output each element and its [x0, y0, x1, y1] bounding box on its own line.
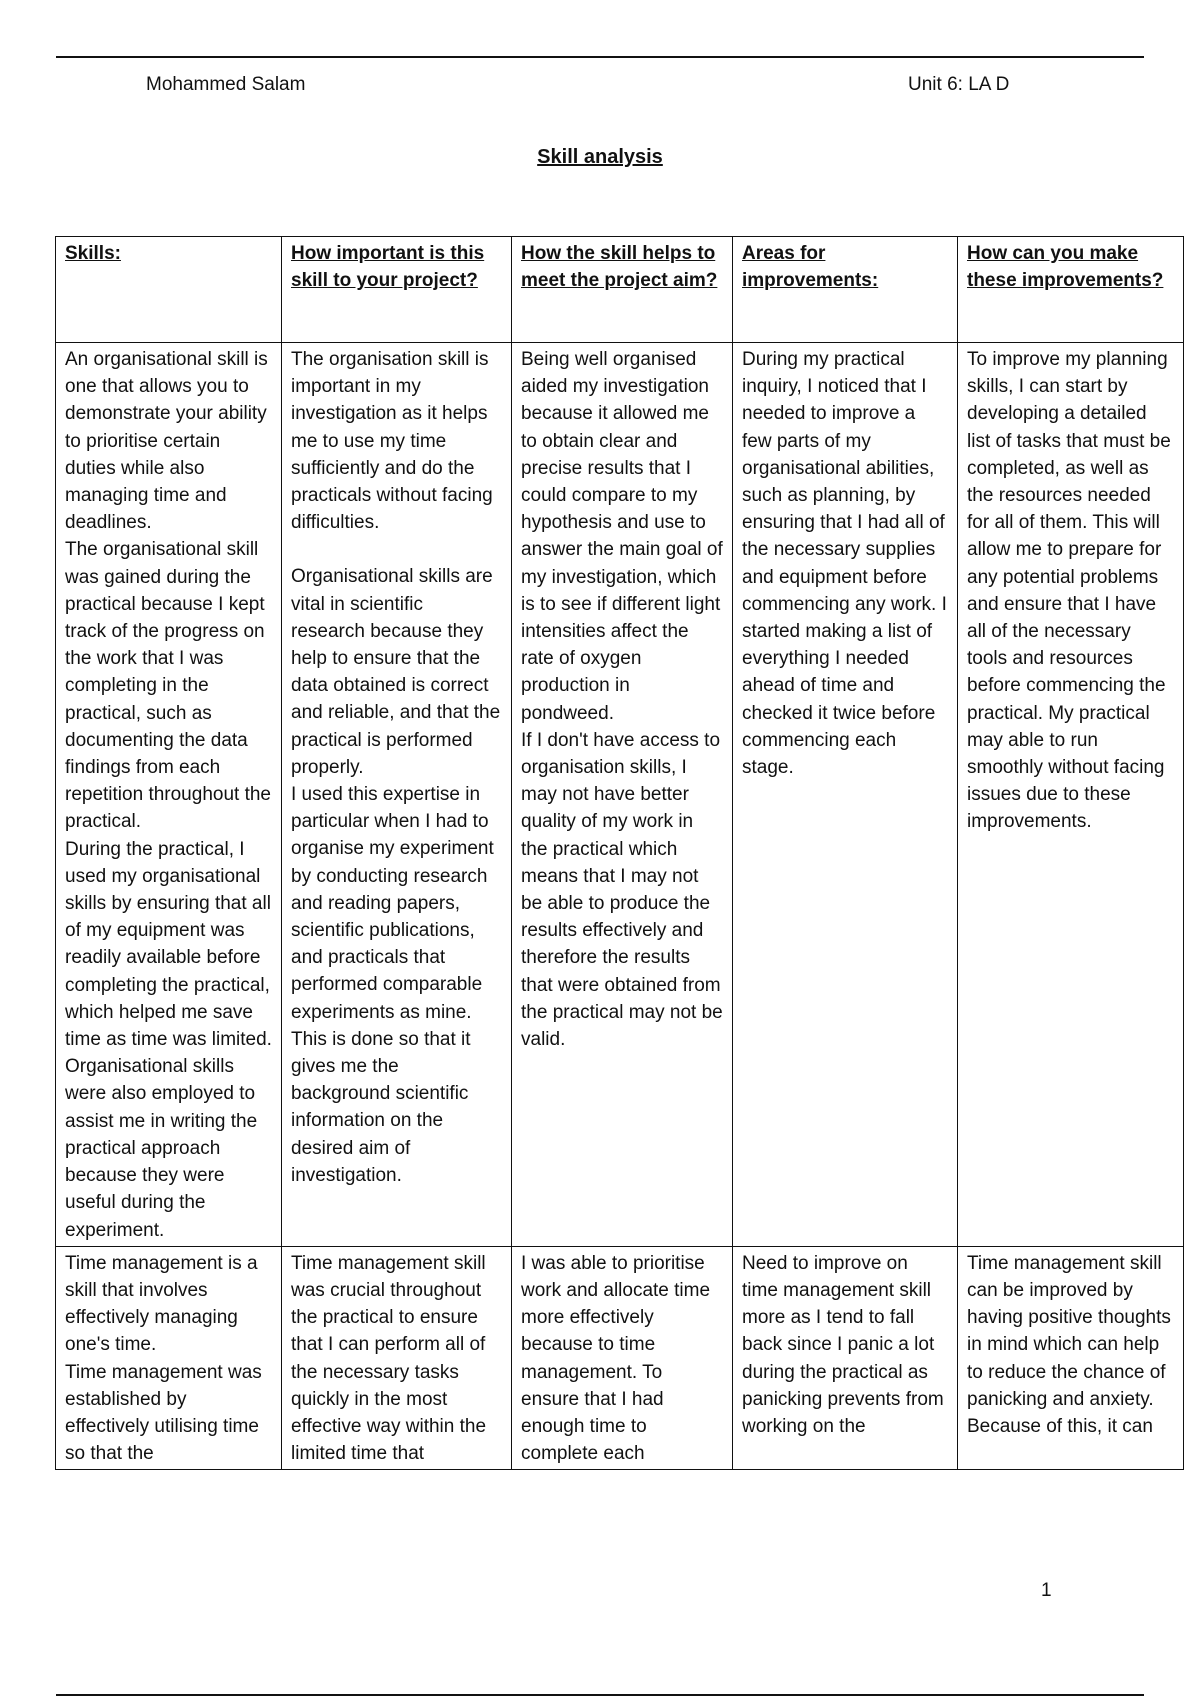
column-header-areas: Areas for improvements:: [733, 237, 958, 343]
paragraph: During the practical, I used my organisational skills by ensuring that all of my equipment was readily available before completing the practical, which helped me save time as time was limited.: [65, 838, 272, 1051]
paragraph: Time management was established by effectively utilising time so that the: [65, 1361, 262, 1465]
cell-importance: [282, 1246, 512, 1470]
cell-helps: [512, 343, 733, 1247]
cell-helps: [512, 1246, 733, 1470]
cell-skills: [56, 343, 282, 1247]
column-header-how: How can you make these improvements?: [958, 237, 1184, 343]
cell-how: [958, 343, 1184, 1247]
cell-skills: [56, 1246, 282, 1470]
paragraph: The organisation skill is important in my investigation as it helps me to use my time sufficiently and do the practicals without facing difficulties.: [291, 349, 493, 534]
paragraph: Time management skill can be improved by having positive thoughts in mind which can help to reduce the chance of panicking and anxiety. Because of this, it can: [967, 1252, 1171, 1437]
page-number: 1: [1041, 1580, 1052, 1601]
page-title: Skill analysis: [537, 146, 663, 168]
column-header-helps: How the skill helps to meet the project aim?: [512, 237, 733, 343]
table-header-row: [56, 237, 1184, 343]
cell-importance: [282, 343, 512, 1247]
paragraph: Being well organised aided my investigation because it allowed me to obtain clear and precise results that I could compare to my hypothesis and use to answer the main goal of my investigation, which is to see if different light intensities affect the rate of oxygen production in pondweed.: [521, 349, 723, 724]
table-row: [56, 1246, 1184, 1470]
unit-label: Unit 6: LA D: [908, 74, 1010, 95]
column-header-skills: Skills:: [56, 237, 282, 343]
paragraph-gap: [291, 536, 502, 563]
paragraph: Time management skill was crucial throughout the practical to ensure that I can perform all of the necessary tasks quickly in the most effective way within the limited time that: [291, 1252, 487, 1465]
paragraph: Organisational skills were also employed to assist me in writing the practical approach because they were useful during the experiment.: [65, 1056, 258, 1241]
skill-analysis-table: [55, 236, 1184, 1470]
column-header-importance: How important is this skill to your project?: [282, 237, 512, 343]
paragraph: Time management is a skill that involves effectively managing one's time.: [65, 1252, 258, 1356]
paragraph: An organisational skill is one that allows you to demonstrate your ability to prioritise certain duties while also managing time and deadlines.: [65, 349, 268, 534]
paragraph: I was able to prioritise work and allocate time more effectively because to time management. To ensure that I had enough time to complete each: [521, 1252, 711, 1465]
paragraph: To improve my planning skills, I can start by developing a detailed list of tasks that must be completed, as well as the resources needed for all of them. This will allow me to prepare for any potential problems and ensure that I have all of the necessary tools and resources before commencing the practical. My practical may able to run smoothly without facing issues due to these improvements.: [967, 349, 1171, 833]
header-rule: [56, 56, 1144, 58]
footer-rule: [56, 1694, 1144, 1696]
table-row: [56, 343, 1184, 1247]
paragraph: Need to improve on time management skill more as I tend to fall back since I panic a lot during the practical as panicking prevents from working on the: [742, 1252, 944, 1437]
paragraph: If I don't have access to organisation skills, I may not have better quality of my work in the practical which means that I may not be able to produce the results effectively and therefore the results that were obtained from the practical may not be valid.: [521, 729, 723, 1051]
author-name: Mohammed Salam: [146, 74, 306, 95]
paragraph: I used this expertise in particular when I had to organise my experiment by conducting research and reading papers, scientific publications, and practicals that performed comparable experiments as mine. This is done so that it gives me the background scientific information on the desired aim of investigation.: [291, 784, 494, 1186]
paragraph: During my practical inquiry, I noticed that I needed to improve a few parts of my organisational abilities, such as planning, by ensuring that I had all of the necessary supplies and equipment before commencing any work. I started making a list of everything I needed ahead of time and checked it twice before commencing each stage.: [742, 349, 947, 779]
paragraph: The organisational skill was gained during the practical because I kept track of the progress on the work that I was completing in the practical, such as documenting the data findings from each repetition throughout the practical.: [65, 539, 271, 833]
cell-areas: [733, 1246, 958, 1470]
cell-areas: [733, 343, 958, 1247]
cell-how: [958, 1246, 1184, 1470]
paragraph: Organisational skills are vital in scientific research because they help to ensure that the data obtained is correct and reliable, and that the practical is performed properly.: [291, 566, 501, 778]
